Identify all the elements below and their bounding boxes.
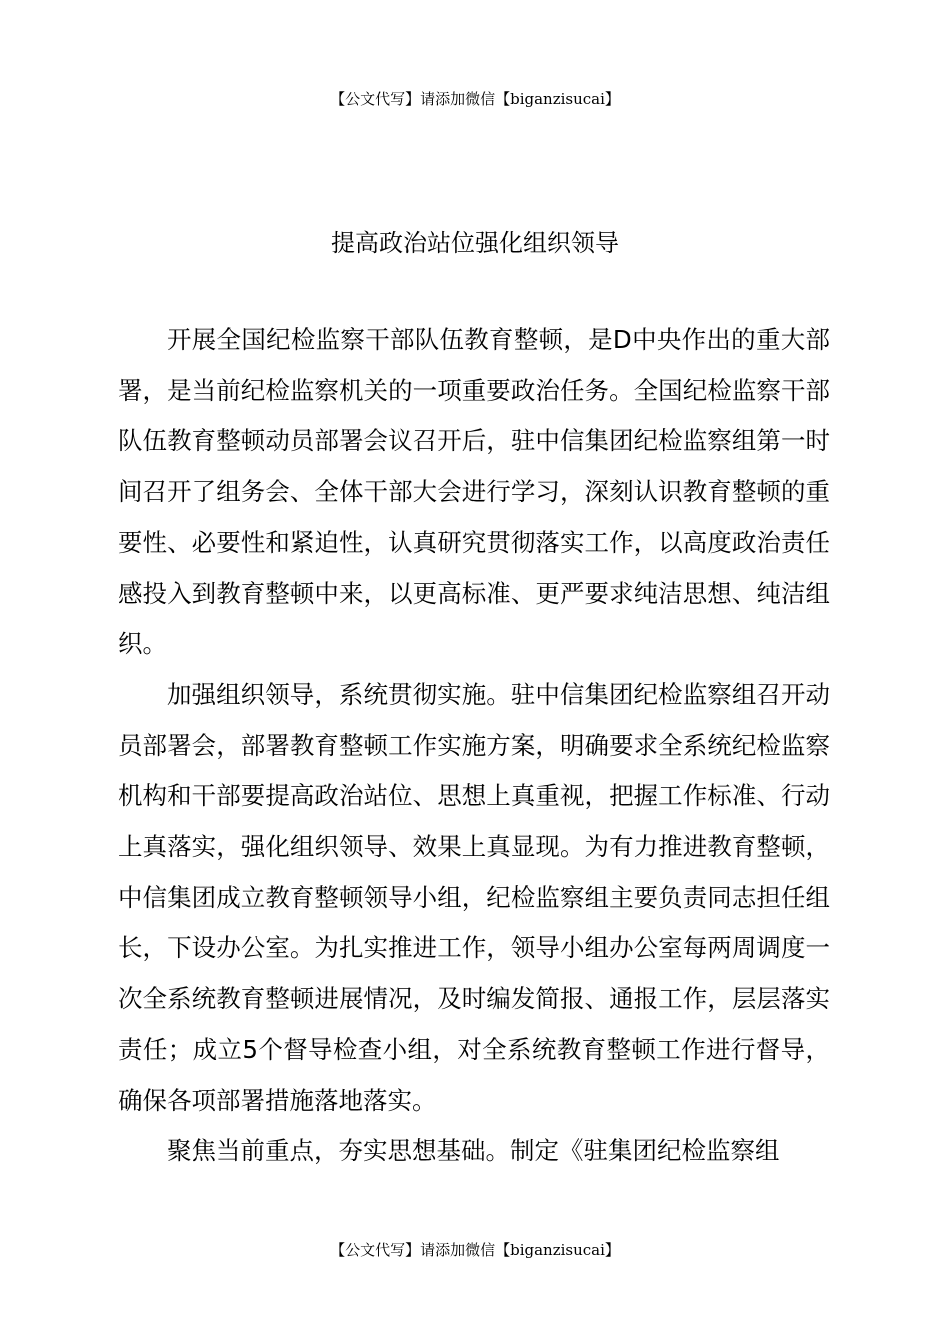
paragraph: 聚焦当前重点，夯实思想基础。制定《驻集团纪检监察组	[167, 1136, 780, 1166]
page-header: 【公文代写】请添加微信【biganzisucai】	[330, 90, 620, 108]
document-body	[118, 315, 830, 1177]
paragraph: 加强组织领导，系统贯彻实施。驻中信集团纪检监察组召开动员部署会，部署教育整顿工作实施方案，明确要求全系统纪检监察机构和干部要提高政治站位、思想上真重视，把握工作标准、行动上真落实，强化组织领导、效果上真显现。为有力推进教育整顿，中信集团成立教育整顿领导小组，纪检监察组主要负责同志担任组长，下设办公室。为扎实推进工作，领导小组办公室每两周调度一次全系统教育整顿进展情况，及时编发简报、通报工作，层层落实责任；成立5个督导检查小组，对全系统教育整顿工作进行督导，确保各项部署措施落地落实。	[118, 679, 830, 1115]
document-title: 提高政治站位强化组织领导	[331, 229, 619, 257]
page-footer: 【公文代写】请添加微信【biganzisucai】	[330, 1241, 620, 1259]
paragraph: 开展全国纪检监察干部队伍教育整顿，是D中央作出的重大部署，是当前纪检监察机关的一项重要政治任务。全国纪检监察干部队伍教育整顿动员部署会议召开后，驻中信集团纪检监察组第一时间召开了组务会、全体干部大会进行学习，深刻认识教育整顿的重要性、必要性和紧迫性，认真研究贯彻落实工作，以高度政治责任感投入到教育整顿中来，以更高标准、更严要求纯洁思想、纯洁组织。	[118, 325, 830, 659]
